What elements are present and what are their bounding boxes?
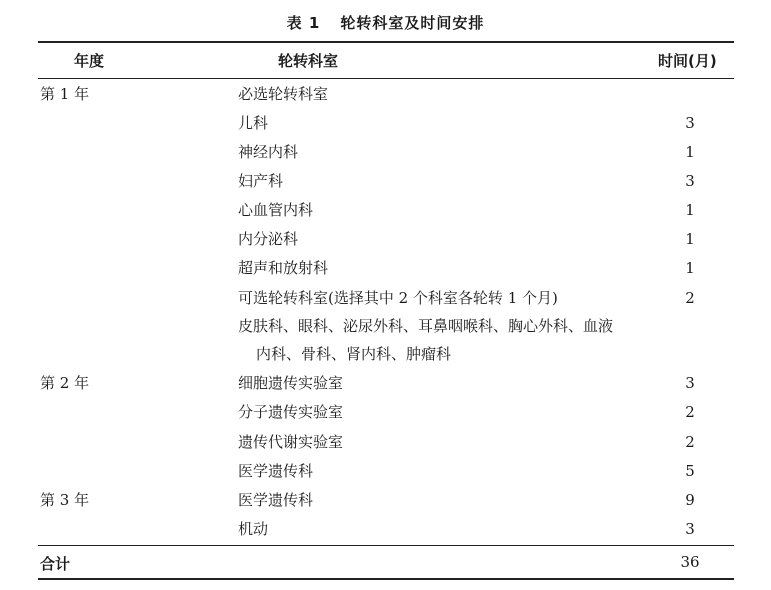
table-row-time: 3 xyxy=(685,520,695,538)
table-row-dept: 细胞遗传实验室 xyxy=(238,374,344,392)
bottom-rule xyxy=(38,578,734,580)
top-rule xyxy=(38,41,734,43)
year-label: 第 1 年 xyxy=(40,85,90,103)
table-row-dept: 内分泌科 xyxy=(238,230,299,248)
table-row-time: 2 xyxy=(685,433,695,451)
header-year: 年度 xyxy=(74,52,105,70)
table-row-dept: 分子遗传实验室 xyxy=(238,403,344,421)
table-row-time: 2 xyxy=(685,403,695,421)
total-value: 36 xyxy=(680,553,700,571)
table-caption xyxy=(0,12,771,33)
table-row-dept: 机动 xyxy=(238,520,269,538)
table-row-dept: 医学遗传科 xyxy=(238,491,314,509)
table-row-dept: 妇产科 xyxy=(238,172,284,190)
table-row-time: 1 xyxy=(685,230,695,248)
table-row-time: 5 xyxy=(685,462,695,480)
table-row-dept: 医学遗传科 xyxy=(238,462,314,480)
total-label: 合计 xyxy=(40,555,71,573)
table-row-dept: 皮肤科、眼科、泌尿外科、耳鼻咽喉科、胸心外科、血液 xyxy=(238,317,614,335)
table-title: 轮转科室及时间安排 xyxy=(340,14,485,32)
table-row-dept: 儿科 xyxy=(238,114,269,132)
table-row-time: 1 xyxy=(685,201,695,219)
table-row-time: 1 xyxy=(685,143,695,161)
table-row-time: 9 xyxy=(685,491,695,509)
total-rule xyxy=(38,545,734,546)
table-row-dept: 内科、骨科、肾内科、肿瘤科 xyxy=(256,345,452,363)
table-row-time: 2 xyxy=(685,289,695,307)
table-row-dept: 必选轮转科室 xyxy=(238,85,329,103)
year-label: 第 2 年 xyxy=(40,374,90,392)
table-row-dept: 超声和放射科 xyxy=(238,259,329,277)
table-row-dept: 神经内科 xyxy=(238,143,299,161)
year-label: 第 3 年 xyxy=(40,491,90,509)
table-number: 表 1 xyxy=(286,14,321,32)
table-row-time: 3 xyxy=(685,172,695,190)
header-time: 时间(月) xyxy=(658,52,717,70)
table-row-time: 1 xyxy=(685,259,695,277)
table-row-dept: 心血管内科 xyxy=(238,201,314,219)
header-rule xyxy=(38,78,734,79)
table-row-time: 3 xyxy=(685,114,695,132)
table-row-time: 3 xyxy=(685,374,695,392)
table-row-dept: 遗传代谢实验室 xyxy=(238,433,344,451)
table-row-dept: 可选轮转科室(选择其中 2 个科室各轮转 1 个月) xyxy=(238,289,558,307)
header-dept: 轮转科室 xyxy=(278,52,339,70)
